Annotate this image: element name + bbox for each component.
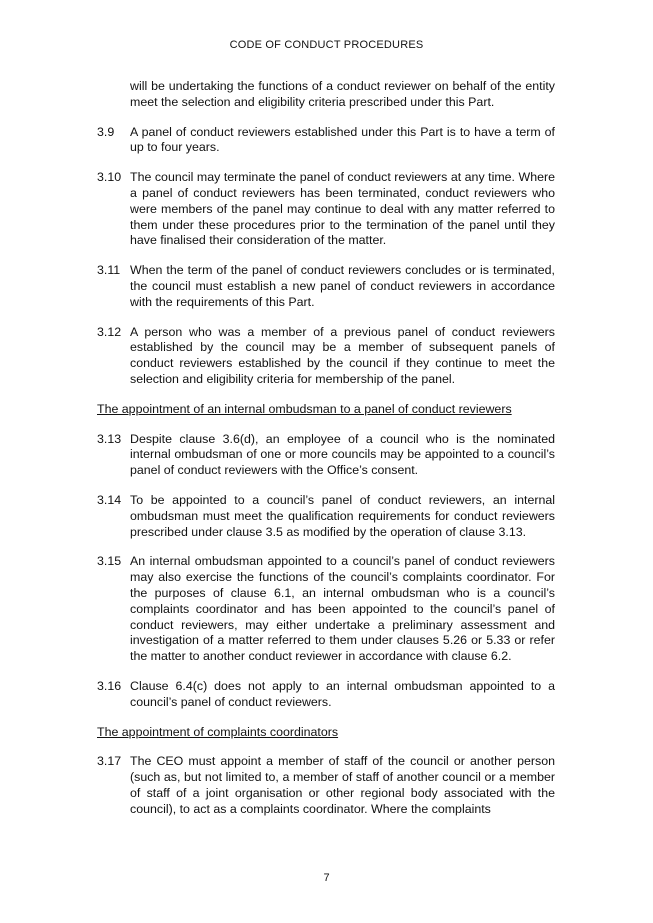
clause-number: 3.9 <box>97 124 115 139</box>
continuation-paragraph: will be undertaking the functions of a conduct reviewer on behalf of the entity meet the selection and eligibility criteria prescribed under this Part. <box>130 79 555 109</box>
page-header: CODE OF CONDUCT PROCEDURES <box>229 39 424 51</box>
clause-number: 3.15 <box>97 554 122 569</box>
clause <box>97 754 555 817</box>
clause-text: Despite clause 3.6(d), an employee of a council who is the nominated internal ombudsman of one or more councils may be appointed to a council’s panel of conduct reviewers with the Office’s consent. <box>130 431 555 478</box>
clause <box>97 263 555 310</box>
clause-text: Clause 6.4(c) does not apply to an internal ombudsman appointed to a council’s panel of conduct reviewers. <box>130 678 555 709</box>
clause <box>97 325 555 388</box>
clauses-section-c <box>97 754 555 817</box>
clause-text: The CEO must appoint a member of staff of the council or another person (such as, but not limited to, a member of staff of another council or a member of staff of a joint organisation or other regional body associated with the council), to act as a complaints coordinator. Where the complaints <box>130 754 555 816</box>
clause <box>97 493 555 540</box>
clause-text: An internal ombudsman appointed to a council’s panel of conduct reviewers may also exercise the functions of the council’s complaints coordinator. For the purposes of clause 6.1, an internal ombudsman who is a council’s complaints coordinator and has been appointed to the council’s panel of conduct reviewers, may either undertake a preliminary assessment and investigation of a matter referred to them under clauses 5.26 or 5.33 or refer the matter to another conduct reviewer in accordance with clause 6.2. <box>130 554 555 664</box>
clauses-section-a <box>97 125 555 388</box>
clause-text: A panel of conduct reviewers established under this Part is to have a term of up to four years. <box>130 124 555 155</box>
clause-number: 3.16 <box>97 678 122 693</box>
clause-number: 3.14 <box>97 492 122 507</box>
clause-text: A person who was a member of a previous panel of conduct reviewers established by the council may be a member of subsequent panels of conduct reviewers established by the council if they continue to meet the selection and eligibility criteria for membership of the panel. <box>130 324 555 386</box>
clause <box>97 170 555 249</box>
clause-text: The council may terminate the panel of conduct reviewers at any time. Where a panel of conduct reviewers has been terminated, conduct reviewers who were members of the panel may continue to deal with any matter referred to them under these procedures prior to the termination of the panel until they have finalised their consideration of the matter. <box>130 170 555 248</box>
clause-text: To be appointed to a council’s panel of conduct reviewers, an internal ombudsman must meet the qualification requirements for conduct reviewers prescribed under clause 3.5 as modified by the operation of clause 3.13. <box>130 492 555 539</box>
clause-text: When the term of the panel of conduct reviewers concludes or is terminated, the council must establish a new panel of conduct reviewers in accordance with the requirements of this Part. <box>130 263 555 309</box>
clause <box>97 679 555 711</box>
page-number: 7 <box>323 872 330 884</box>
clause <box>97 125 555 157</box>
clauses-section-b <box>97 432 555 711</box>
clause-number: 3.17 <box>97 754 122 769</box>
clause-number: 3.10 <box>97 170 122 185</box>
document-body <box>97 79 555 831</box>
section-heading-ombudsman: The appointment of an internal ombudsman to a panel of conduct reviewers <box>97 401 512 416</box>
clause-number: 3.13 <box>97 431 122 446</box>
clause <box>97 432 555 479</box>
clause-number: 3.11 <box>97 263 121 278</box>
clause-number: 3.12 <box>97 324 122 339</box>
clause <box>97 554 555 665</box>
section-heading-coordinators: The appointment of complaints coordinators <box>97 724 339 739</box>
